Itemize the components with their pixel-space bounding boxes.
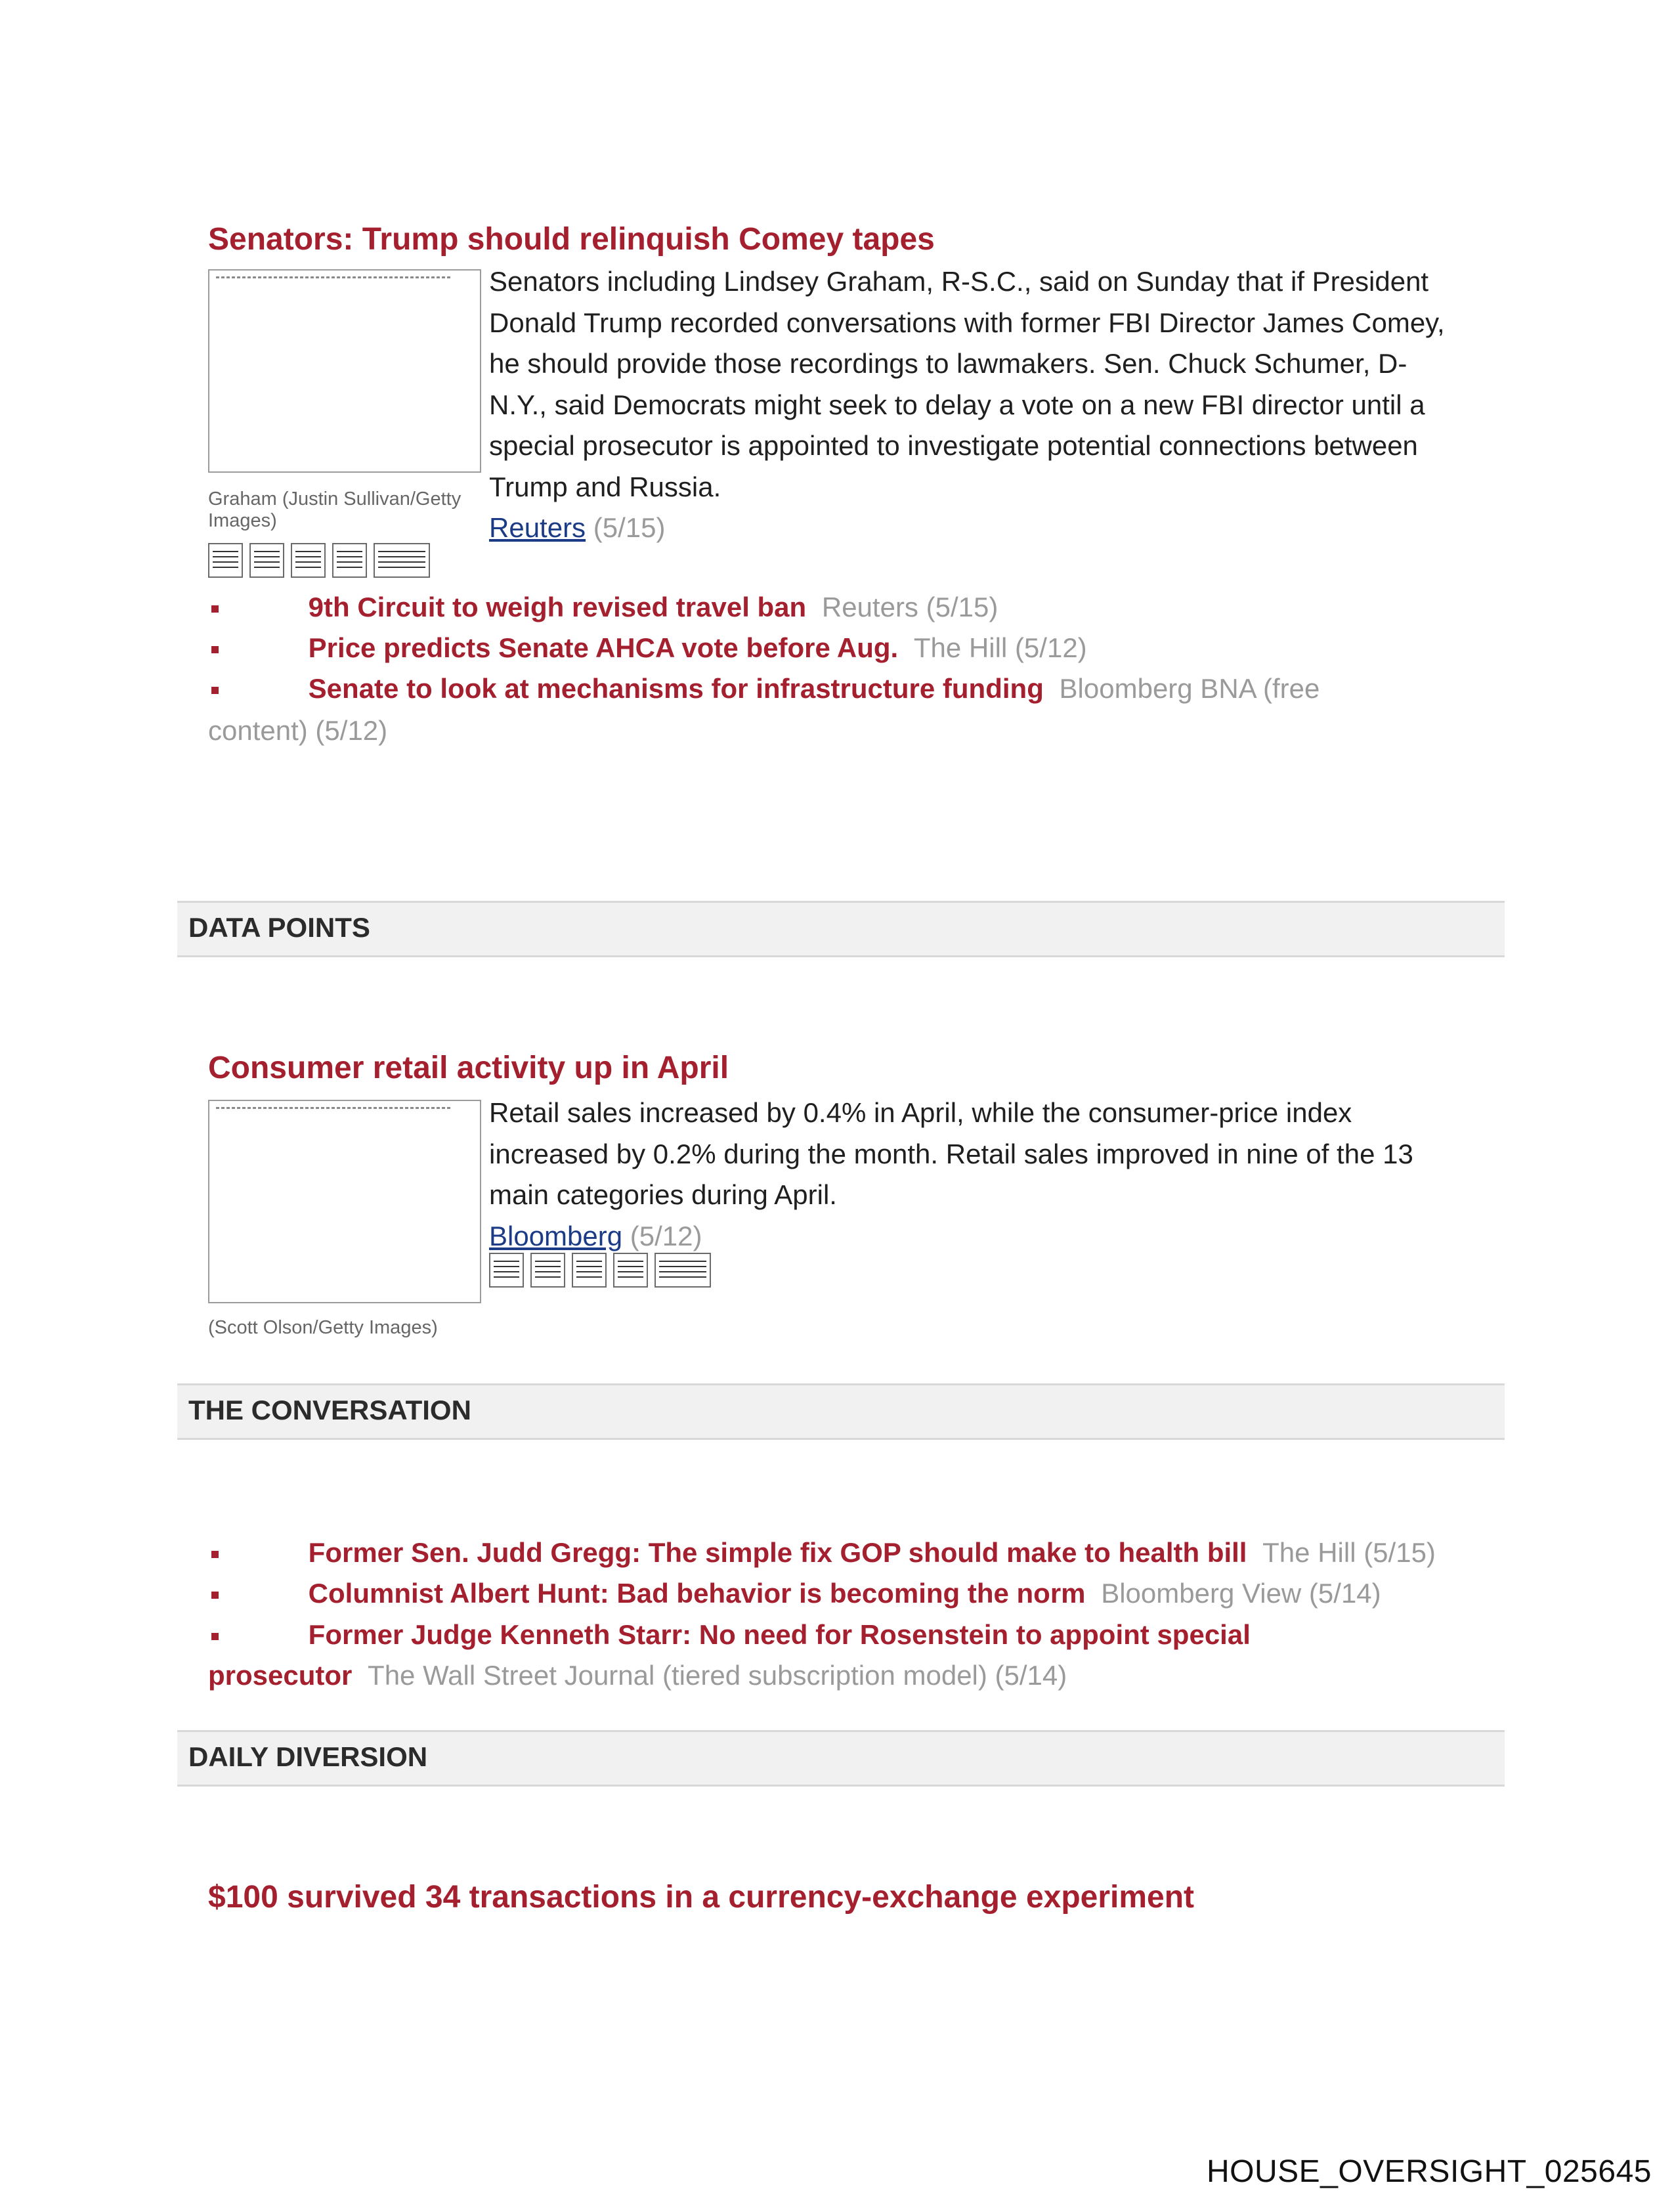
bullet-icon bbox=[211, 1551, 219, 1558]
story2-body-line: increased by 0.2% during the month. Retail sales improved in nine of the 13 bbox=[489, 1138, 1413, 1169]
share-icon[interactable] bbox=[291, 543, 326, 578]
bullet-item bbox=[208, 1532, 1436, 1573]
story2-body bbox=[489, 1093, 1513, 1257]
story1-source-line bbox=[489, 508, 1513, 549]
share-icon[interactable] bbox=[332, 543, 367, 578]
caption-line: Graham (Justin Sullivan/Getty bbox=[208, 488, 461, 510]
share-icon[interactable] bbox=[489, 1253, 524, 1288]
story2-date: (5/12) bbox=[630, 1220, 702, 1251]
share-icon[interactable] bbox=[613, 1253, 648, 1288]
bullet-icon bbox=[211, 1633, 219, 1640]
diversion-headline[interactable]: $100 survived 34 transactions in a currency-exchange experiment bbox=[208, 1880, 1195, 1915]
bullet-source: Bloomberg BNA (free bbox=[1059, 673, 1320, 704]
share-icon[interactable] bbox=[374, 543, 430, 578]
share-icon[interactable] bbox=[530, 1253, 565, 1288]
bullet-item-continued bbox=[208, 1655, 1067, 1696]
bullet-item bbox=[208, 587, 998, 628]
bullet-item bbox=[208, 668, 1320, 709]
story1-date: (5/15) bbox=[593, 512, 666, 543]
story1-body-line: Trump and Russia. bbox=[489, 471, 721, 502]
story2-source-link[interactable]: Bloomberg bbox=[489, 1220, 623, 1251]
story1-source-link[interactable]: Reuters bbox=[489, 512, 586, 543]
story1-headline[interactable]: Senators: Trump should relinquish Comey tapes bbox=[208, 222, 935, 257]
section-header-conversation bbox=[177, 1383, 1505, 1440]
story1-body-line: N.Y., said Democrats might seek to delay a vote on a new FBI director until a bbox=[489, 389, 1425, 420]
section-title: THE CONVERSATION bbox=[188, 1395, 471, 1425]
bullet-title[interactable]: Former Judge Kenneth Starr: No need for Rosenstein to appoint special bbox=[308, 1619, 1251, 1650]
bullet-title[interactable]: Former Sen. Judd Gregg: The simple fix GOP should make to health bill bbox=[308, 1537, 1247, 1568]
story1-body-line: special prosecutor is appointed to investigate potential connections between bbox=[489, 430, 1418, 461]
bullet-source-cont: content) (5/12) bbox=[208, 715, 388, 746]
bullet-icon bbox=[211, 646, 219, 653]
story2-body-line: Retail sales increased by 0.4% in April, while the consumer-price index bbox=[489, 1097, 1352, 1128]
bullet-title[interactable]: Price predicts Senate AHCA vote before Aug. bbox=[308, 632, 899, 663]
bullet-title[interactable]: Columnist Albert Hunt: Bad behavior is becoming the norm bbox=[308, 1578, 1086, 1609]
bullet-source: Bloomberg View (5/14) bbox=[1101, 1578, 1381, 1609]
story1-share-icons bbox=[208, 543, 430, 578]
broken-image-text bbox=[216, 1107, 452, 1109]
story2-source-line bbox=[489, 1216, 1513, 1257]
share-icon[interactable] bbox=[208, 543, 243, 578]
share-icon[interactable] bbox=[572, 1253, 607, 1288]
section-title: DATA POINTS bbox=[188, 912, 370, 943]
story1-caption bbox=[208, 488, 461, 532]
bullet-item bbox=[208, 1573, 1381, 1614]
bullet-title[interactable]: Senate to look at mechanisms for infrastructure funding bbox=[308, 673, 1044, 704]
bullet-source: Reuters (5/15) bbox=[821, 592, 998, 622]
caption-line: Images) bbox=[208, 510, 277, 531]
footer-bates-number: HOUSE_OVERSIGHT_025645 bbox=[1207, 2154, 1652, 2189]
bullet-icon bbox=[211, 605, 219, 613]
bullet-item bbox=[208, 1615, 1251, 1655]
story2-body-line: main categories during April. bbox=[489, 1179, 837, 1210]
bullet-source: The Wall Street Journal (tiered subscription model) (5/14) bbox=[368, 1660, 1067, 1691]
story1-image[interactable] bbox=[208, 269, 481, 473]
bullet-title[interactable]: 9th Circuit to weigh revised travel ban bbox=[308, 592, 807, 622]
bullet-source-continued bbox=[208, 710, 387, 751]
story1-body-line: Senators including Lindsey Graham, R-S.C., said on Sunday that if President bbox=[489, 266, 1429, 297]
story2-image[interactable] bbox=[208, 1100, 481, 1303]
bullet-icon bbox=[211, 687, 219, 694]
story1-body-line: Donald Trump recorded conversations with former FBI Director James Comey, bbox=[489, 307, 1445, 338]
bullet-source: The Hill (5/12) bbox=[913, 632, 1087, 663]
bullet-source: The Hill (5/15) bbox=[1262, 1537, 1436, 1568]
bullet-item bbox=[208, 628, 1087, 668]
bullet-icon bbox=[211, 1592, 219, 1599]
story2-caption: (Scott Olson/Getty Images) bbox=[208, 1317, 438, 1338]
broken-image-text bbox=[216, 276, 452, 278]
section-title: DAILY DIVERSION bbox=[188, 1741, 428, 1772]
share-icon[interactable] bbox=[249, 543, 284, 578]
story1-body-line: he should provide those recordings to lawmakers. Sen. Chuck Schumer, D- bbox=[489, 348, 1407, 379]
story2-share-icons bbox=[489, 1253, 711, 1288]
bullet-title-cont[interactable]: prosecutor bbox=[208, 1660, 353, 1691]
section-header-data-points bbox=[177, 901, 1505, 957]
story1-body bbox=[489, 261, 1513, 549]
section-header-diversion bbox=[177, 1730, 1505, 1787]
share-icon[interactable] bbox=[655, 1253, 711, 1288]
story2-headline[interactable]: Consumer retail activity up in April bbox=[208, 1051, 729, 1085]
